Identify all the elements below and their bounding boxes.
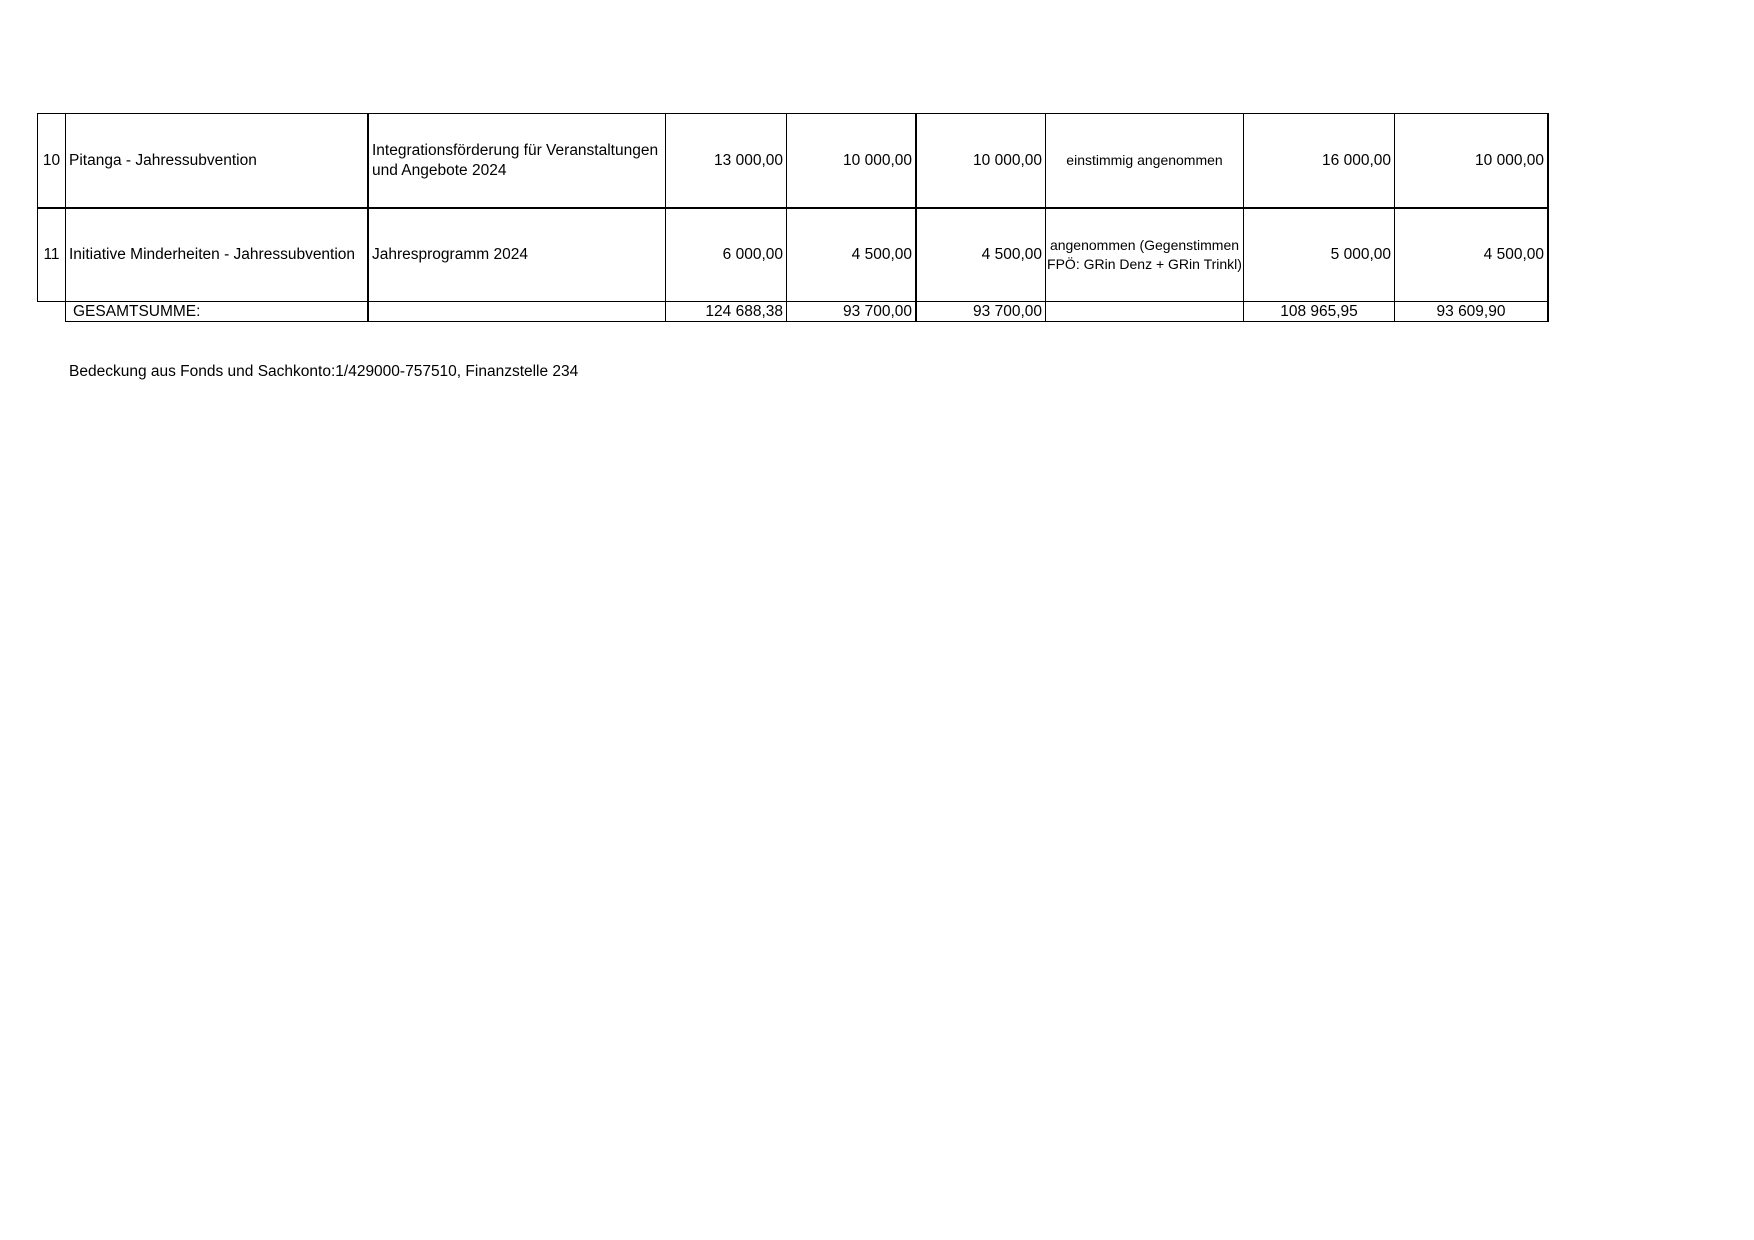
coverage-note: Bedeckung aus Fonds und Sachkonto:1/429000-757510, Finanzstelle 234 xyxy=(69,363,579,380)
proposed-amount: 10 000,00 xyxy=(843,151,912,169)
purpose: Integrationsförderung für Veranstaltungen und Angebote 2024 xyxy=(372,141,659,179)
committee-amount: 10 000,00 xyxy=(973,151,1042,169)
requested-amount: 6 000,00 xyxy=(722,246,783,263)
requested-amount: 13 000,00 xyxy=(714,151,783,169)
table-border-right xyxy=(1547,113,1549,322)
total-label: GESAMTSUMME: xyxy=(73,302,201,320)
committee-amount: 4 500,00 xyxy=(981,246,1042,263)
purpose: Jahresprogramm 2024 xyxy=(372,246,528,263)
row-number: 11 xyxy=(43,246,60,263)
prev-granted-amount: 10 000,00 xyxy=(1475,151,1544,169)
total-proposed: 93 700,00 xyxy=(843,302,912,320)
proposed-amount: 4 500,00 xyxy=(851,246,912,263)
applicant-name: Pitanga - Jahressubvention xyxy=(69,151,257,169)
total-prev-requested: 108 965,95 xyxy=(1280,302,1358,320)
total-prev-granted: 93 609,90 xyxy=(1436,302,1506,320)
row-number: 10 xyxy=(42,151,61,169)
prev-requested-amount: 16 000,00 xyxy=(1322,151,1391,169)
prev-requested-amount: 5 000,00 xyxy=(1330,246,1391,263)
total-requested: 124 688,38 xyxy=(705,302,783,320)
prev-granted-amount: 4 500,00 xyxy=(1483,246,1544,263)
decision: einstimmig angenommen xyxy=(1066,152,1223,168)
applicant-name: Initiative Minderheiten - Jahressubvention xyxy=(69,246,356,263)
decision: angenommen (Gegenstimmen FPÖ: GRin Denz + GRin Trinkl) xyxy=(1047,237,1242,272)
total-committee: 93 700,00 xyxy=(973,302,1042,320)
